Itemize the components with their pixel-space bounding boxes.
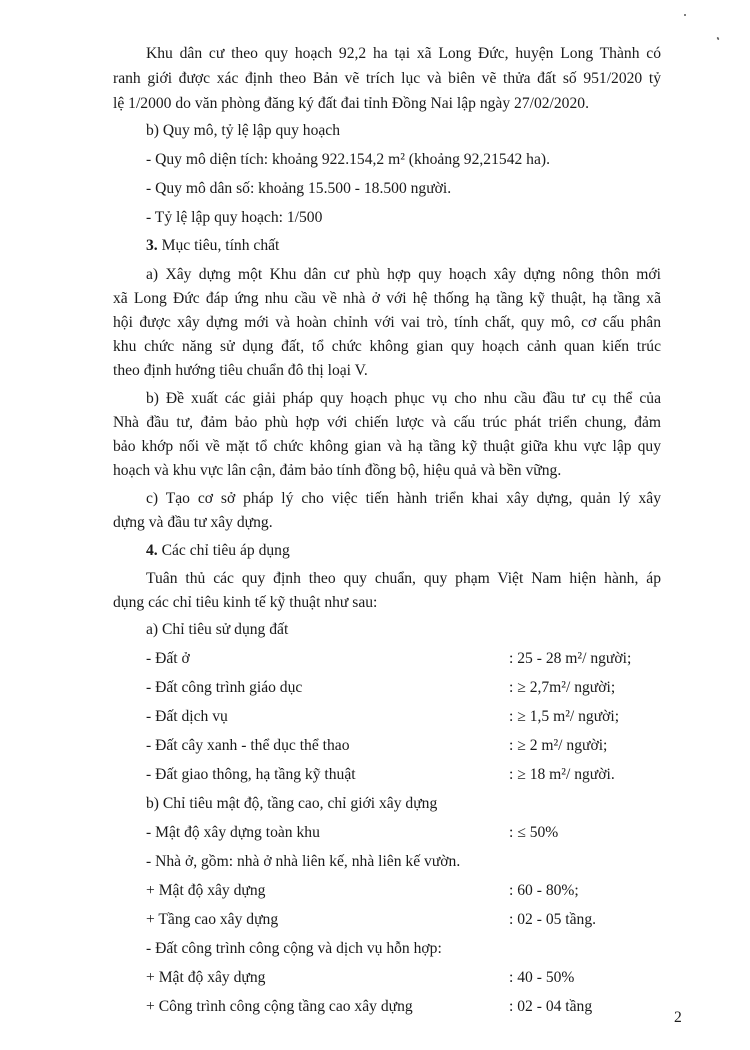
public-label: + Công trình công cộng tầng cao xây dựng bbox=[146, 998, 413, 1015]
public-heading: - Đất công trình công cộng và dịch vụ hỗn hợp: bbox=[146, 940, 442, 957]
paragraph-line: khu chức năng sử dụng đất, tổ chức không gian quy hoạch cảnh quan kiến trúc bbox=[113, 338, 661, 355]
intro-line: Khu dân cư theo quy hoạch 92,2 ha tại xã Long Đức, huyện Long Thành có bbox=[146, 45, 661, 62]
section-number: 3. bbox=[146, 237, 158, 254]
scale-heading: b) Quy mô, tỷ lệ lập quy hoạch bbox=[146, 122, 341, 139]
public-label: + Mật độ xây dựng bbox=[146, 969, 266, 986]
land-use-label: - Đất công trình giáo dục bbox=[146, 679, 303, 696]
paragraph-line: b) Đề xuất các giải pháp quy hoạch phục vụ cho nhu cầu đầu tư cụ thể của bbox=[146, 390, 661, 407]
section-3-heading bbox=[146, 236, 661, 256]
land-use-heading: a) Chỉ tiêu sử dụng đất bbox=[146, 621, 289, 638]
paragraph-line: dựng và đầu tư xây dựng. bbox=[113, 514, 273, 531]
housing-value: : 60 - 80%; bbox=[509, 882, 579, 899]
overall-density-label: - Mật độ xây dựng toàn khu bbox=[146, 824, 320, 841]
scale-ratio: - Tỷ lệ lập quy hoạch: 1/500 bbox=[146, 209, 323, 226]
intro-line: ranh giới được xác định theo Bản vẽ trích lục và biên vẽ thửa đất số 951/2020 tỷ bbox=[113, 70, 661, 87]
land-use-value: : ≥ 18 m²/ người. bbox=[509, 766, 615, 783]
land-use-value: : ≥ 2,7m²/ người; bbox=[509, 679, 616, 696]
land-use-label: - Đất ở bbox=[146, 650, 190, 667]
scale-area: - Quy mô diện tích: khoảng 922.154,2 m² (khoảng 92,21542 ha). bbox=[146, 151, 550, 168]
housing-heading: - Nhà ở, gồm: nhà ở nhà liên kế, nhà liên kế vườn. bbox=[146, 853, 461, 870]
paragraph-line: a) Xây dựng một Khu dân cư phù hợp quy hoạch xây dựng nông thôn mới bbox=[146, 266, 661, 283]
land-use-label: - Đất giao thông, hạ tầng kỹ thuật bbox=[146, 766, 356, 783]
paragraph-line: hoạch và khu vực lân cận, đảm bảo tính đồng bộ, hiệu quả và bền vững. bbox=[113, 462, 562, 479]
land-use-label: - Đất cây xanh - thể dục thể thao bbox=[146, 737, 350, 754]
housing-label: + Tầng cao xây dựng bbox=[146, 911, 279, 928]
public-value: : 02 - 04 tầng bbox=[509, 998, 593, 1015]
scan-speck bbox=[684, 14, 686, 16]
land-use-value: : 25 - 28 m²/ người; bbox=[509, 650, 632, 667]
density-heading: b) Chỉ tiêu mật độ, tầng cao, chỉ giới xây dựng bbox=[146, 795, 438, 812]
land-use-value: : ≥ 1,5 m²/ người; bbox=[509, 708, 620, 725]
paragraph-line: Tuân thủ các quy định theo quy chuẩn, quy phạm Việt Nam hiện hành, áp bbox=[146, 570, 661, 587]
scale-population: - Quy mô dân số: khoảng 15.500 - 18.500 người. bbox=[146, 180, 452, 197]
housing-value: : 02 - 05 tầng. bbox=[509, 911, 597, 928]
scan-speck bbox=[716, 37, 719, 41]
public-value: : 40 - 50% bbox=[509, 969, 575, 986]
paragraph-line: dụng các chỉ tiêu kinh tế kỹ thuật như sau: bbox=[113, 594, 378, 611]
section-title: Các chỉ tiêu áp dụng bbox=[157, 542, 290, 559]
land-use-label: - Đất dịch vụ bbox=[146, 708, 228, 725]
page-number: 2 bbox=[674, 1009, 682, 1026]
paragraph-line: theo định hướng tiêu chuẩn đô thị loại V. bbox=[113, 362, 368, 379]
paragraph-line: c) Tạo cơ sở pháp lý cho việc tiến hành triển khai xây dựng, quản lý xây bbox=[146, 490, 661, 507]
intro-line: lệ 1/2000 do văn phòng đăng ký đất đai tỉnh Đồng Nai lập ngày 27/02/2020. bbox=[113, 95, 589, 112]
section-4-heading bbox=[146, 541, 661, 561]
overall-density-value: : ≤ 50% bbox=[509, 824, 559, 841]
paragraph-line: hội được xây dựng mới và hoàn chỉnh với vai trò, tính chất, quy mô, cơ cấu phân bbox=[113, 314, 661, 331]
paragraph-line: Nhà đầu tư, đảm bảo phù hợp với chiến lược và cấu trúc phát triển chung, đảm bbox=[113, 414, 661, 431]
paragraph-line: xã Long Đức đáp ứng nhu cầu về nhà ở với hệ thống hạ tầng kỹ thuật, hạ tầng xã bbox=[113, 290, 661, 307]
land-use-value: : ≥ 2 m²/ người; bbox=[509, 737, 608, 754]
section-number: 4. bbox=[146, 542, 158, 559]
housing-label: + Mật độ xây dựng bbox=[146, 882, 266, 899]
paragraph-line: bảo khớp nối về mặt tổ chức không gian và hạ tầng kỹ thuật giữa khu vực lập quy bbox=[113, 438, 661, 455]
section-title: Mục tiêu, tính chất bbox=[157, 237, 280, 254]
